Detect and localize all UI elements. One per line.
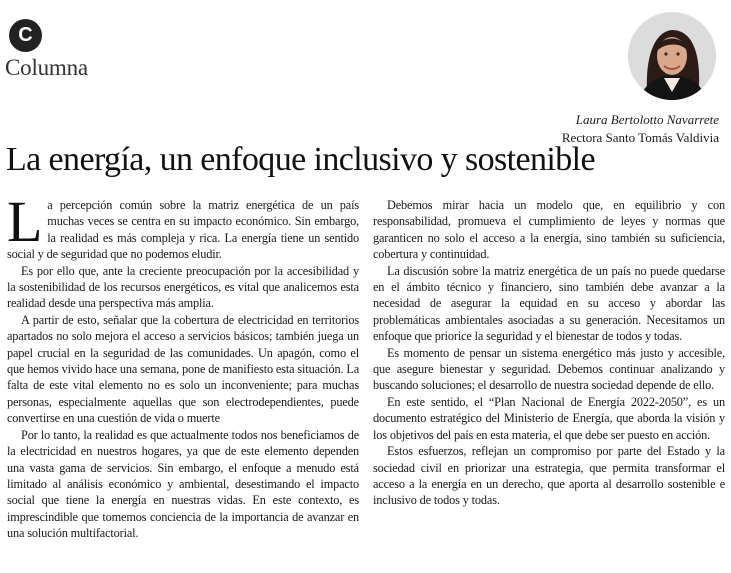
paragraph: Estos esfuerzos, reflejan un compromiso por parte del Estado y la sociedad civil en priorizar una estrategia, que permita transformar el acceso a la energía en un derecho, que aporta al desarrollo sostenible e inclusivo de todos y todas. xyxy=(373,444,725,508)
author-name: Laura Bertolotto Navarrete xyxy=(575,112,719,127)
paragraph-text: a percepción común sobre la matriz energética de un país muchas veces se centra en su impacto económico. Sin embargo, la realidad es más compleja y rica. La energía tiene un sentido social y de seguridad que no podemos eludir. xyxy=(7,198,359,262)
paragraph: Por lo tanto, la realidad es que actualmente todos nos beneficiamos de la electricidad en nuestros hogares, ya que de este elemento dependen una vasta gama de servicios. Sin embargo, el enfoque a menudo está limitado al análisis económico y ambiental, desestimando el impacto social que tiene la energía en nuestras vidas. En este contexto, es imprescindible que tomemos conciencia de la importancia de avanzar en una solución multifactorial. xyxy=(7,427,359,541)
paragraph: Debemos mirar hacia un modelo que, en equilibrio y con responsabilidad, promueva el cumplimiento de leyes y normas que garanticen no solo el acceso a la energía, sino también su suficiencia, cobertura y continuidad. xyxy=(373,198,725,262)
author-role: Rectora Santo Tomás Valdivia xyxy=(561,130,719,145)
paragraph: A partir de esto, señalar que la cobertura de electricidad en territorios apartados no solo mejora el acceso a servicios básicos; también juega un papel crucial en la seguridad de las comunidades. Un apagón, como el que hemos vivido hace una semana, pone de manifiesto esta situación. La falta de este vital elemento no es solo un inconveniente; para muchas personas, especialmente aquellas que son electrodependientes, puede convertirse en una cuestión de vida o muerte xyxy=(7,312,359,426)
author-portrait-image xyxy=(628,12,716,100)
article-column-right xyxy=(373,197,725,509)
paragraph: Es momento de pensar un sistema energético más justo y accesible, que asegure bienestar y seguridad. Debemos continuar analizando y buscando soluciones; el desarrollo de nuestra sociedad depende de ello. xyxy=(373,345,725,393)
paragraph: Es por ello que, ante la creciente preocupación por la accesibilidad y la sostenibilidad de los recursos energéticos, es vital que analicemos esta realidad desde una perspectiva más amplia. xyxy=(7,263,359,311)
section-badge: C xyxy=(9,19,42,52)
section-label: Columna xyxy=(5,55,88,80)
paragraph: En este sentido, el “Plan Nacional de Energía 2022-2050”, es un documento estratégico del Ministerio de Energía, que aborda la visión y los objetivos del país en esta materia, el que debe ser puesto en acción. xyxy=(373,394,725,442)
paragraph: La discusión sobre la matriz energética de un país no puede quedarse en el ámbito técnico y financiero, sino también debe avanzar a la necesidad de asegurar la equidad en su acceso y abordar las problemáticas ambientales asociadas a su generación. Necesitamos un enfoque que priorice la seguridad y el bienestar de todos y todas. xyxy=(373,263,725,344)
article-column-left xyxy=(7,189,359,542)
author-photo xyxy=(628,12,716,100)
drop-cap: L xyxy=(7,189,43,254)
article-title: La energía, un enfoque inclusivo y sostenible xyxy=(6,141,595,178)
paragraph xyxy=(7,189,359,263)
